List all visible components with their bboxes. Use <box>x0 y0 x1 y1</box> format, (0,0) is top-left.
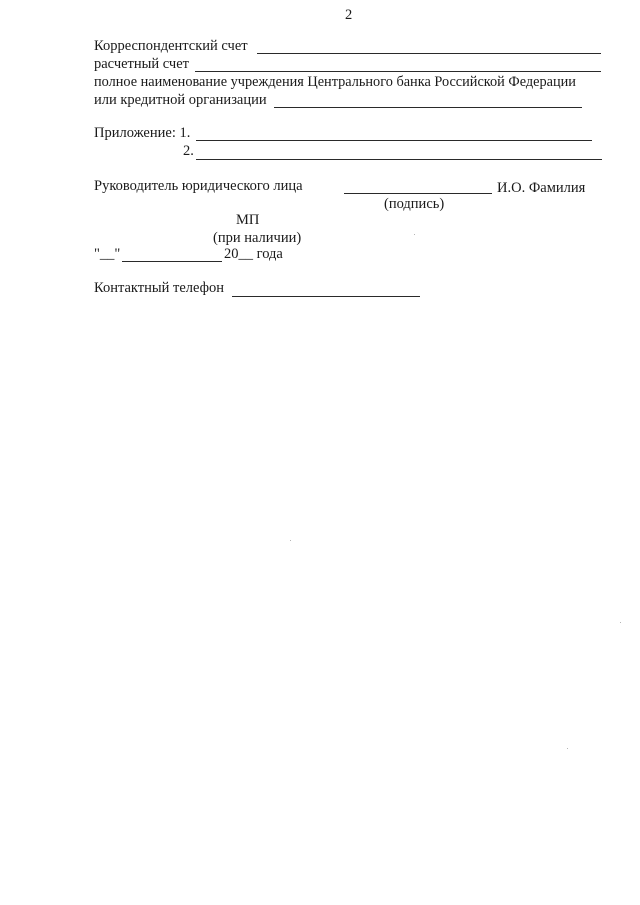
settlement-account-field[interactable] <box>195 71 601 72</box>
date-month-field[interactable] <box>122 261 222 262</box>
correspondent-account-field[interactable] <box>257 53 601 54</box>
date-year: 20__ года <box>224 246 283 262</box>
settlement-account-label: расчетный счет <box>94 56 189 72</box>
bank-name-field[interactable] <box>274 107 582 108</box>
phone-field[interactable] <box>232 296 420 297</box>
attachment-2-number: 2. <box>183 143 194 159</box>
attachment-2-field[interactable] <box>196 159 602 160</box>
scan-speck <box>290 540 291 541</box>
name-placeholder: И.О. Фамилия <box>497 180 586 196</box>
seal-label: МП <box>236 212 260 228</box>
page-number: 2 <box>345 7 353 23</box>
attachment-1-field[interactable] <box>196 140 592 141</box>
bank-name-line1: полное наименование учреждения Центрального банка Российской Федерации <box>94 74 576 90</box>
scan-speck <box>620 622 621 623</box>
scan-speck <box>567 748 568 749</box>
scan-speck <box>414 234 415 235</box>
phone-label: Контактный телефон <box>94 280 225 296</box>
signature-caption: (подпись) <box>384 196 445 212</box>
bank-name-line2: или кредитной организации <box>94 92 267 108</box>
signature-field[interactable] <box>344 193 492 194</box>
date-day: "__" <box>94 246 121 262</box>
attachments-label: Приложение: 1. <box>94 125 191 141</box>
seal-note: (при наличии) <box>213 230 302 246</box>
correspondent-account-label: Корреспондентский счет <box>94 38 248 54</box>
head-label: Руководитель юридического лица <box>94 178 303 194</box>
signature-field-tick <box>486 193 492 194</box>
